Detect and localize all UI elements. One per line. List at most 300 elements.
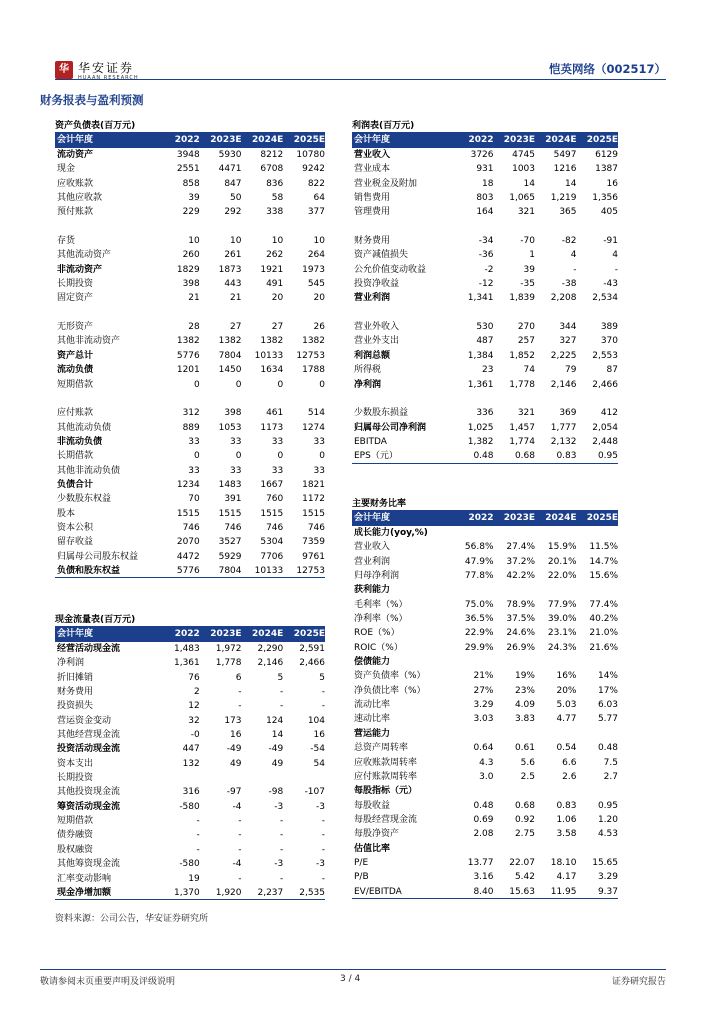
row-value: 11.5% xyxy=(589,542,618,553)
row-value: -70 xyxy=(520,236,535,247)
table-row xyxy=(55,277,325,291)
row-value: -0 xyxy=(190,730,200,741)
row-value: 7706 xyxy=(260,551,284,562)
row-value: 2 xyxy=(194,687,200,698)
table-row xyxy=(55,800,325,814)
row-value: 1515 xyxy=(176,508,200,519)
table-row xyxy=(55,406,325,420)
table-row xyxy=(55,656,325,670)
row-value: 28 xyxy=(188,322,200,333)
row-label: 销售费用 xyxy=(354,193,391,204)
row-label: 营运资金变动 xyxy=(57,715,112,726)
row-value: 545 xyxy=(307,279,325,290)
row-value: 261 xyxy=(224,250,242,261)
row-label xyxy=(55,220,158,234)
row-value: 4.3 xyxy=(479,757,494,768)
row-label: 资本支出 xyxy=(57,758,94,769)
row-value: 14 xyxy=(271,730,284,741)
row-value xyxy=(535,784,577,798)
row-value: 746 xyxy=(182,522,200,533)
row-label: 偿债能力 xyxy=(354,657,391,668)
row-value xyxy=(577,220,619,234)
row-value: 77.9% xyxy=(547,599,577,610)
row-value: 49 xyxy=(230,758,242,769)
row-value: 33 xyxy=(230,465,242,476)
row-value: 1873 xyxy=(218,264,242,275)
row-label: 净利率（%） xyxy=(354,614,408,625)
row-value xyxy=(577,655,619,669)
table-row xyxy=(55,742,325,756)
table-row xyxy=(352,756,618,770)
row-value: 76 xyxy=(188,672,200,683)
table-row xyxy=(352,263,618,277)
row-label: 其他非流动负债 xyxy=(57,465,121,476)
row-value: 1515 xyxy=(218,508,242,519)
row-value: -580 xyxy=(179,801,200,812)
row-value: - xyxy=(321,701,325,712)
row-value: 398 xyxy=(182,279,200,290)
row-label: 所得税 xyxy=(354,365,382,376)
row-value: 0.95 xyxy=(597,451,618,462)
row-value: 87 xyxy=(606,365,618,376)
row-value: 18.10 xyxy=(550,857,577,868)
row-value: 5929 xyxy=(218,551,242,562)
row-value: 0.95 xyxy=(597,800,618,811)
row-label: 每股收益 xyxy=(354,800,391,811)
table-row xyxy=(55,550,325,564)
row-value: - xyxy=(573,264,577,275)
row-value xyxy=(494,655,536,669)
row-label: 每股净资产 xyxy=(354,829,400,840)
row-value: 514 xyxy=(307,408,325,419)
row-value: 24.6% xyxy=(506,628,535,639)
row-value: - xyxy=(238,701,242,712)
table-row xyxy=(55,449,325,463)
row-value: 33 xyxy=(188,436,200,447)
row-value xyxy=(577,306,619,320)
table-row xyxy=(352,363,618,377)
row-value: 77.8% xyxy=(464,571,494,582)
row-value: 321 xyxy=(517,408,535,419)
row-label: 净负债比率（%） xyxy=(354,685,426,696)
row-value: 5.77 xyxy=(597,714,618,725)
header-year-cell: 2022 xyxy=(174,135,200,145)
row-value: 336 xyxy=(476,408,494,419)
row-value: 1,972 xyxy=(215,644,242,654)
row-value: - xyxy=(280,873,284,884)
row-value: 2,448 xyxy=(592,436,618,447)
row-value: 760 xyxy=(266,494,284,505)
row-value: 10 xyxy=(313,236,325,247)
row-value xyxy=(200,306,242,320)
table-row xyxy=(55,685,325,699)
row-value: 27% xyxy=(473,685,494,696)
row-value: 0 xyxy=(194,451,200,462)
row-value: 3.0 xyxy=(479,771,494,782)
row-value: 15.63 xyxy=(509,886,535,897)
row-value xyxy=(494,392,536,406)
row-value xyxy=(452,784,494,798)
row-value: 4472 xyxy=(176,551,200,562)
table-row xyxy=(55,306,325,320)
row-value: 847 xyxy=(224,178,242,189)
row-label: 财务费用 xyxy=(57,687,94,698)
row-value: 17% xyxy=(597,685,618,696)
row-value: 39 xyxy=(188,193,200,204)
row-value: 37.5% xyxy=(506,614,535,625)
row-value: 6.03 xyxy=(597,700,618,711)
row-value: 746 xyxy=(266,522,284,533)
row-label xyxy=(55,392,158,406)
row-label: 营业外收入 xyxy=(354,322,400,333)
table-row xyxy=(55,378,325,392)
row-value: 270 xyxy=(517,322,535,333)
row-label: 资产负债率（%） xyxy=(354,671,426,682)
company-name: 恺英网络（002517） xyxy=(548,62,666,76)
row-value: 7804 xyxy=(218,350,242,361)
footer-report-type: 证券研究报告 xyxy=(611,977,666,987)
row-value xyxy=(452,306,494,320)
row-label: 其他应收款 xyxy=(57,193,103,204)
row-label: 现金 xyxy=(57,164,76,175)
row-value: 1,025 xyxy=(467,422,494,433)
header-year-cell: 2023E xyxy=(503,135,535,145)
table-title: 资产负债表(百万元) xyxy=(55,120,325,133)
row-value: 5930 xyxy=(218,150,242,160)
row-label: 折旧摊销 xyxy=(57,672,94,683)
row-value: 1973 xyxy=(302,264,325,275)
row-value: - xyxy=(321,830,325,841)
row-value: 1515 xyxy=(260,508,284,519)
row-label: 无形资产 xyxy=(57,322,94,333)
row-value: 2,591 xyxy=(299,644,325,654)
table-row xyxy=(352,406,618,420)
row-value: 14.7% xyxy=(589,556,618,567)
row-value: 370 xyxy=(600,336,618,347)
row-value: 389 xyxy=(600,322,618,333)
row-value xyxy=(535,526,577,540)
table-header-row xyxy=(352,133,618,148)
row-value: 64 xyxy=(313,193,325,204)
table-row xyxy=(55,564,325,578)
row-value: 398 xyxy=(224,408,242,419)
row-value: -34 xyxy=(478,236,494,247)
row-value: 1,457 xyxy=(509,422,535,433)
row-label: 长期投资 xyxy=(57,279,94,290)
row-label: 短期借款 xyxy=(57,816,94,827)
row-value: 2.08 xyxy=(473,829,494,840)
row-value: 1234 xyxy=(176,479,200,490)
row-label: 其他流动负债 xyxy=(57,422,112,433)
row-value: 491 xyxy=(266,279,284,290)
row-value: 21.0% xyxy=(589,628,618,639)
row-value: 369 xyxy=(559,408,577,419)
table-row xyxy=(55,162,325,176)
row-value: 39.0% xyxy=(547,614,577,625)
table-row xyxy=(55,421,325,435)
table-row xyxy=(352,827,618,841)
row-value: 5776 xyxy=(176,565,200,576)
row-value: 2.5 xyxy=(520,771,535,782)
row-value: 1387 xyxy=(595,164,618,175)
row-value: -49 xyxy=(268,744,284,755)
row-value xyxy=(200,771,242,785)
row-label: 短期借款 xyxy=(57,379,94,390)
row-value: 1667 xyxy=(260,479,284,490)
table-row xyxy=(55,478,325,492)
table-row xyxy=(352,349,618,363)
row-value: 2.6 xyxy=(562,771,577,782)
row-value: 0.48 xyxy=(473,451,494,462)
header-year-cell: 2024E xyxy=(545,513,577,523)
row-label: 预付账款 xyxy=(57,207,94,218)
row-value: 377 xyxy=(307,207,325,218)
row-value: 15.6% xyxy=(589,571,618,582)
row-label: 资产减值损失 xyxy=(354,250,409,261)
row-value: 79 xyxy=(565,365,577,376)
row-value: 0 xyxy=(319,451,325,462)
table-row xyxy=(55,521,325,535)
row-value xyxy=(494,784,536,798)
row-value: 19% xyxy=(514,671,535,682)
table-row xyxy=(55,291,325,305)
row-value: 292 xyxy=(224,207,242,218)
row-value: - xyxy=(196,816,200,827)
row-value: -4 xyxy=(232,801,242,812)
row-value: 21 xyxy=(188,293,200,304)
table-header-row xyxy=(352,511,618,526)
row-label: 应收账款周转率 xyxy=(354,757,418,768)
cash-flow-table xyxy=(55,614,325,900)
row-value: 10780 xyxy=(296,150,325,160)
row-value: 2,237 xyxy=(257,887,284,898)
row-value: 164 xyxy=(476,207,494,218)
row-label: 长期投资 xyxy=(57,773,94,784)
row-value: 4 xyxy=(612,250,618,261)
row-value: 4 xyxy=(570,250,577,261)
row-value: 4.17 xyxy=(556,872,577,883)
row-value: 3.58 xyxy=(556,829,577,840)
row-value: 7359 xyxy=(302,537,325,548)
table-row xyxy=(352,162,618,176)
row-value: 530 xyxy=(476,322,494,333)
header-year-cell: 2025E xyxy=(586,513,618,523)
row-label: 营业收入 xyxy=(354,542,391,553)
row-label: 总资产周转率 xyxy=(354,743,409,754)
row-value: 33 xyxy=(313,465,325,476)
row-value: 8.40 xyxy=(473,886,494,897)
table-row xyxy=(352,435,618,449)
row-value: 1.06 xyxy=(556,814,577,825)
row-value: 39 xyxy=(523,264,535,275)
row-value: 0 xyxy=(277,451,284,462)
row-value: -3 xyxy=(274,801,284,812)
row-value: - xyxy=(238,844,242,855)
row-value: 16% xyxy=(556,671,577,682)
row-value: 1,774 xyxy=(509,436,535,447)
row-value: -3 xyxy=(316,859,325,870)
row-value: 32 xyxy=(188,715,200,726)
row-label: 存货 xyxy=(57,236,76,247)
row-value: 746 xyxy=(307,522,325,533)
row-value: 3.03 xyxy=(473,714,494,725)
row-label: 资本公积 xyxy=(57,522,94,533)
row-value: 2070 xyxy=(176,537,200,548)
row-value: 21 xyxy=(230,293,242,304)
table-row xyxy=(55,248,325,262)
table-row xyxy=(55,843,325,857)
table-row xyxy=(352,583,618,597)
row-value: 2551 xyxy=(176,164,200,175)
table-row xyxy=(352,712,618,726)
row-value: 2,535 xyxy=(299,887,325,898)
row-value: 5.6 xyxy=(520,757,535,768)
row-value: 1274 xyxy=(302,422,325,433)
row-value: 931 xyxy=(476,164,494,175)
row-label: 净利润 xyxy=(354,379,382,390)
logo-mark: 华 xyxy=(55,61,73,79)
row-value: -12 xyxy=(478,279,494,290)
row-value xyxy=(200,392,242,406)
row-value: 78.9% xyxy=(506,599,535,610)
row-label: 汇率变动影响 xyxy=(57,873,112,884)
row-value: 10 xyxy=(271,236,284,247)
row-value: -54 xyxy=(310,744,325,755)
table-row xyxy=(352,234,618,248)
row-value: 10133 xyxy=(254,565,284,576)
table-row xyxy=(352,148,618,162)
row-label: EV/EBITDA xyxy=(354,886,402,897)
row-value: 12753 xyxy=(296,350,325,361)
row-value xyxy=(535,392,577,406)
row-value: 2,553 xyxy=(592,350,618,361)
row-value: 1,382 xyxy=(467,436,494,447)
row-value: - xyxy=(321,844,325,855)
row-value: 23% xyxy=(514,685,535,696)
row-value: 391 xyxy=(224,494,242,505)
table-row xyxy=(352,626,618,640)
row-value: 0.69 xyxy=(473,814,494,825)
row-value: 1,341 xyxy=(467,293,494,304)
row-label: 毛利率（%） xyxy=(354,599,408,610)
row-value: 2,466 xyxy=(299,658,325,669)
row-value xyxy=(535,306,577,320)
row-value xyxy=(535,583,577,597)
row-value: 405 xyxy=(600,207,618,218)
table-row xyxy=(352,421,618,435)
row-value xyxy=(242,771,284,785)
table-row xyxy=(55,671,325,685)
row-value: 12 xyxy=(188,701,200,712)
table-row xyxy=(55,334,325,348)
row-label: 每股指标（元） xyxy=(354,786,418,797)
row-value: 260 xyxy=(182,250,200,261)
row-value xyxy=(283,306,325,320)
row-label: 资产总计 xyxy=(57,350,94,361)
row-value: - xyxy=(280,701,284,712)
row-value: 19 xyxy=(188,873,200,884)
row-value xyxy=(242,392,284,406)
table-row xyxy=(352,598,618,612)
balance-sheet-table xyxy=(55,120,325,578)
row-label: 获利能力 xyxy=(354,585,391,596)
row-value: -36 xyxy=(478,250,494,261)
row-value: 10133 xyxy=(254,350,284,361)
row-value: 327 xyxy=(559,336,577,347)
row-value: -43 xyxy=(603,279,618,290)
row-value: 14% xyxy=(597,671,618,682)
row-value xyxy=(242,306,284,320)
row-value: - xyxy=(280,844,284,855)
row-label: 少数股东权益 xyxy=(57,494,112,505)
row-value: 5.42 xyxy=(514,872,535,883)
row-label: 流动资产 xyxy=(57,150,94,160)
row-value: -82 xyxy=(561,236,577,247)
row-value: -38 xyxy=(561,279,577,290)
row-value: 1,839 xyxy=(509,293,535,304)
row-value: 1,361 xyxy=(173,658,200,669)
table-row xyxy=(352,291,618,305)
row-value: 7.5 xyxy=(603,757,618,768)
row-label: 归属母公司净利润 xyxy=(354,422,427,433)
table-row xyxy=(55,234,325,248)
row-label: 估值比率 xyxy=(354,843,391,854)
row-label: 速动比率 xyxy=(354,714,391,725)
row-label: 流动负债 xyxy=(57,365,94,376)
row-value xyxy=(577,727,619,741)
row-value xyxy=(242,220,284,234)
row-label: 营业外支出 xyxy=(354,336,400,347)
row-value: - xyxy=(238,816,242,827)
table-row xyxy=(55,263,325,277)
row-value: 2.7 xyxy=(603,771,618,782)
row-value: 2,466 xyxy=(592,379,618,390)
row-value: 6 xyxy=(235,672,242,683)
row-value xyxy=(452,655,494,669)
row-value: 0 xyxy=(194,379,200,390)
row-value xyxy=(494,526,536,540)
row-label: 留存收益 xyxy=(57,537,94,548)
row-value: 24.3% xyxy=(547,642,577,653)
income-statement-table xyxy=(352,120,618,464)
row-value xyxy=(535,842,577,856)
row-label: 筹资活动现金流 xyxy=(57,801,121,812)
row-value: 443 xyxy=(224,279,242,290)
row-value: 3.16 xyxy=(473,872,494,883)
row-value: 1216 xyxy=(553,164,577,175)
table-header-row xyxy=(55,627,325,642)
row-value: 1,356 xyxy=(592,193,618,204)
row-value: 1,778 xyxy=(509,379,535,390)
row-value: 9.37 xyxy=(597,886,618,897)
row-value: 1.20 xyxy=(597,814,618,825)
row-value: 0.48 xyxy=(597,743,618,754)
row-value: - xyxy=(614,264,618,275)
row-value: 836 xyxy=(266,178,284,189)
row-label: 净利润 xyxy=(57,658,85,669)
company-logo xyxy=(55,61,139,81)
row-value: 1,361 xyxy=(467,379,494,390)
row-value: 1,384 xyxy=(467,350,494,361)
row-value: 229 xyxy=(182,207,200,218)
row-label: 营业收入 xyxy=(354,150,391,160)
row-value: - xyxy=(321,687,325,698)
logo-cn: 华安证券 xyxy=(78,61,135,75)
row-value: 33 xyxy=(188,465,200,476)
row-label: 股权融资 xyxy=(57,844,94,855)
header-year-cell: 2024E xyxy=(252,629,284,639)
row-value: 27 xyxy=(230,322,242,333)
